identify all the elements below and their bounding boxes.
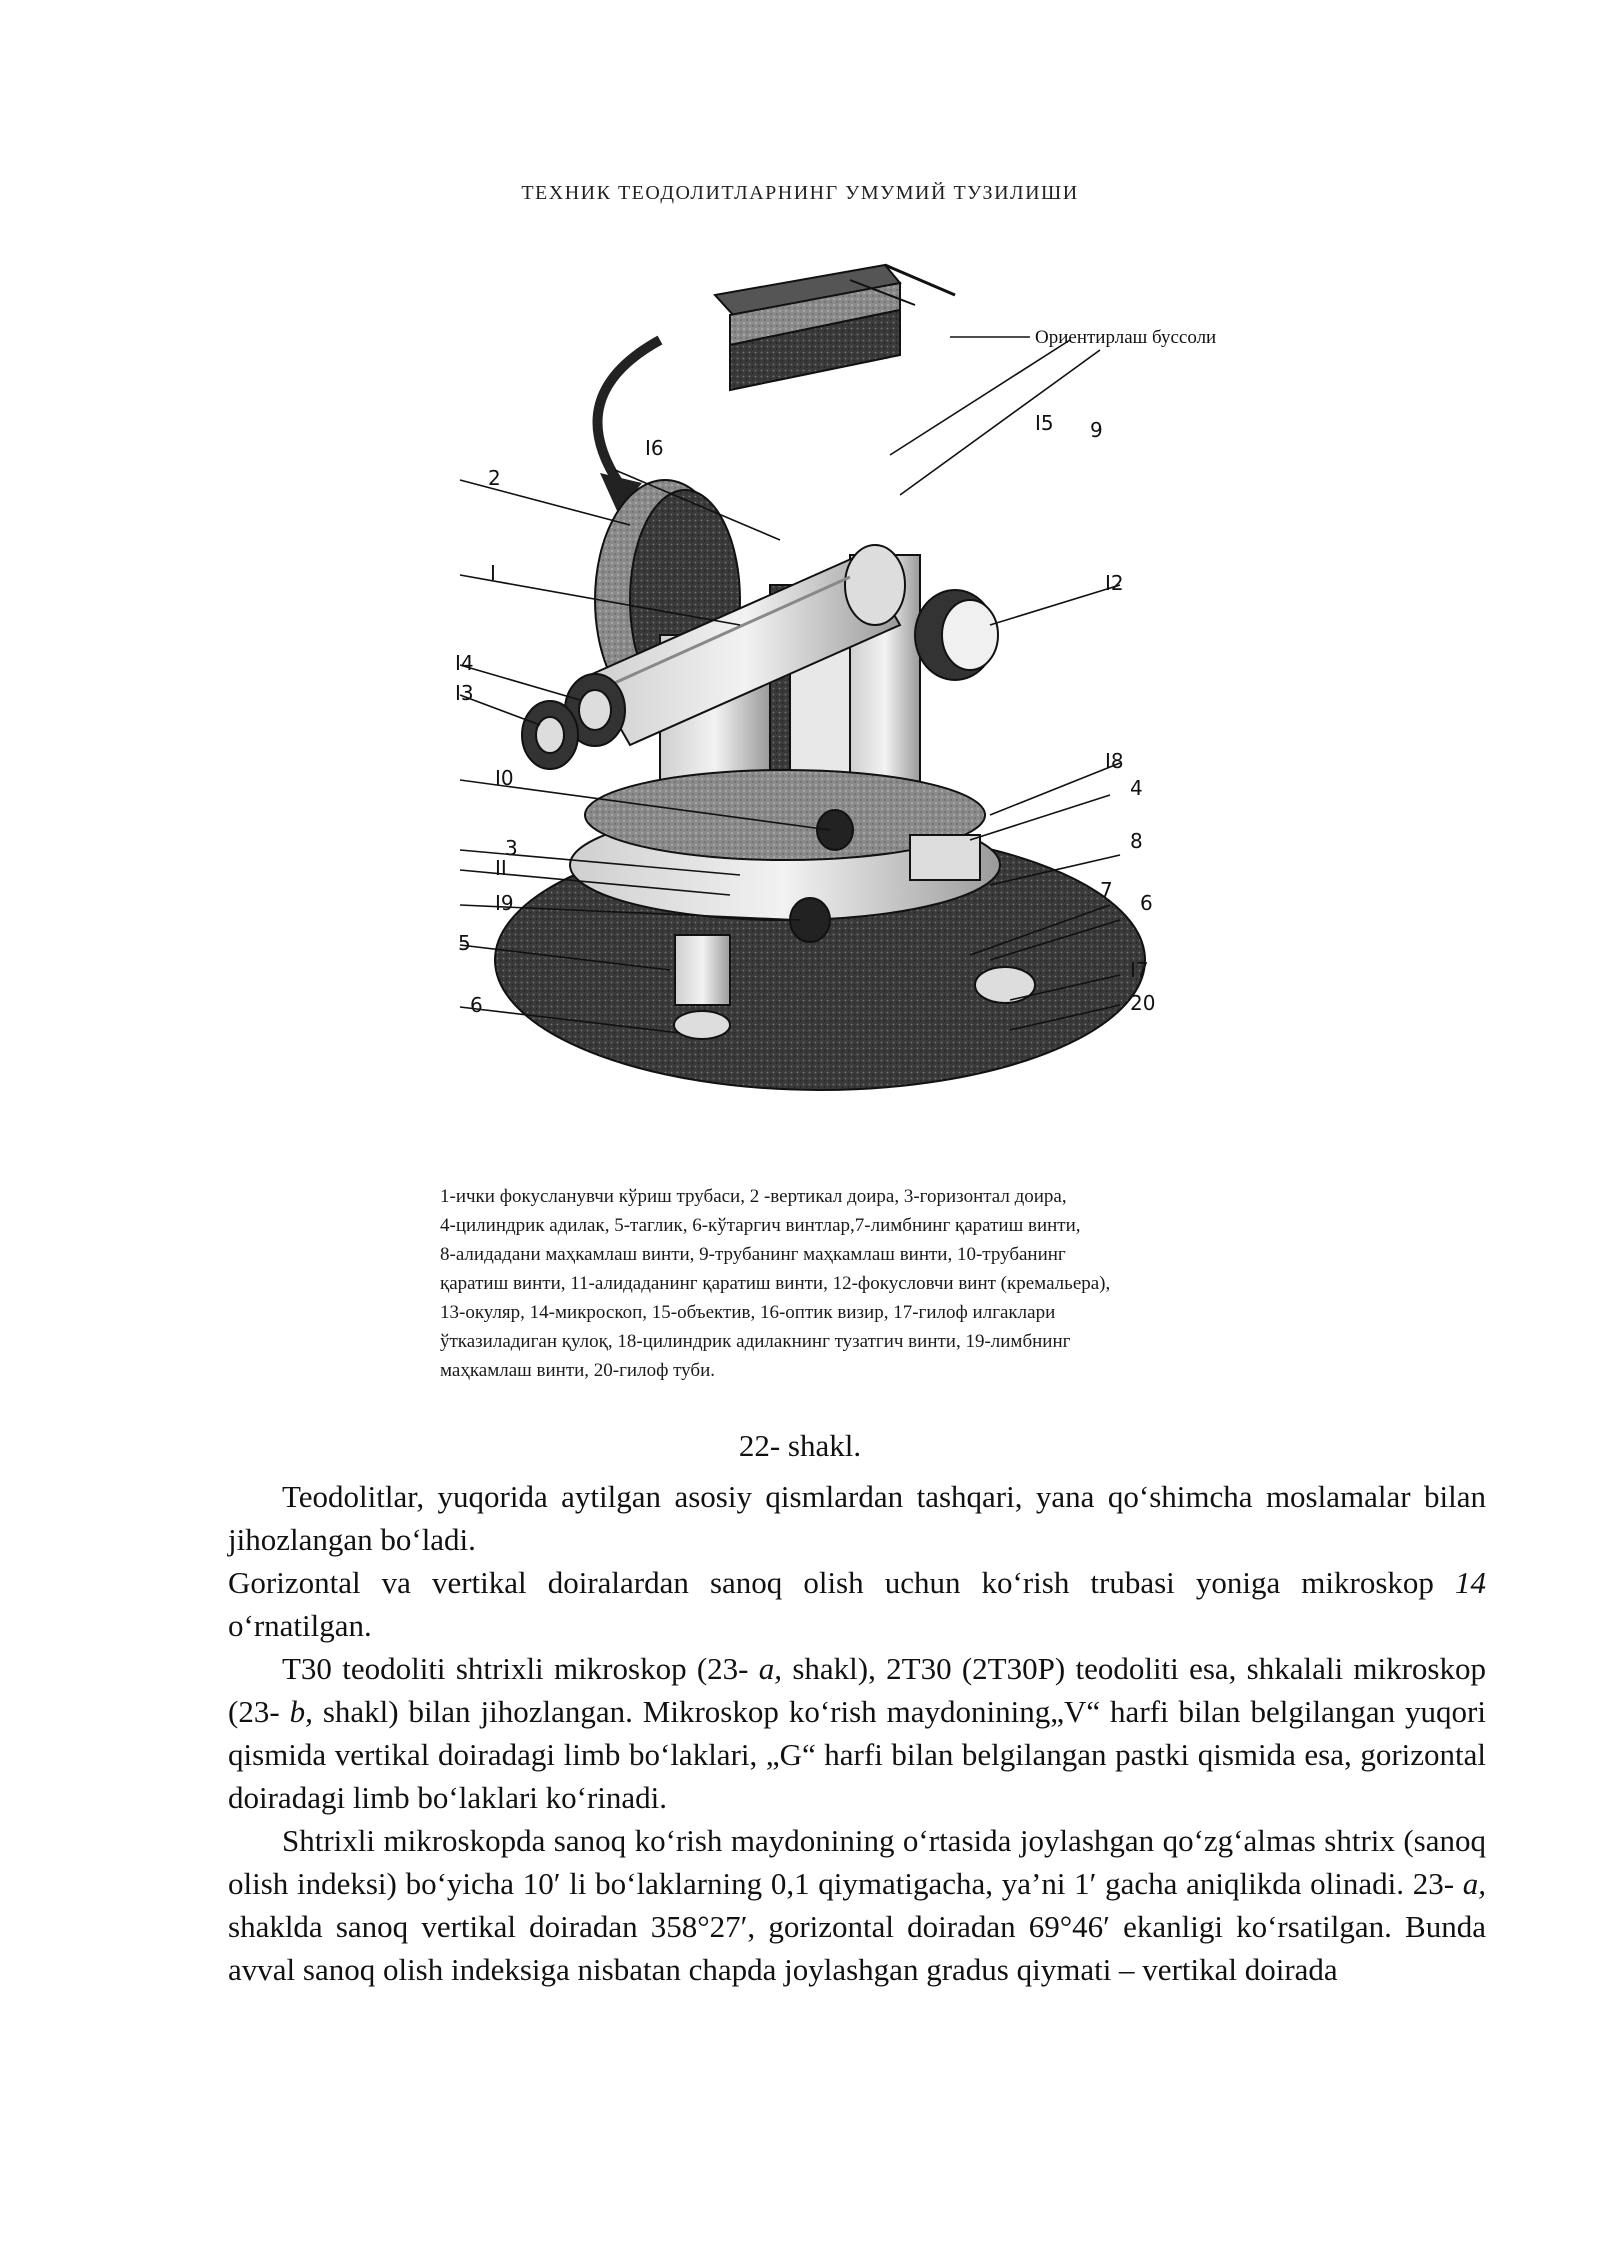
horizontal-circle	[570, 770, 1000, 920]
paragraph-2-text-b: o‘rnatilgan.	[228, 1608, 372, 1643]
callout-13: I3	[455, 681, 474, 705]
callout-5: 5	[458, 931, 471, 955]
callout-20: 20	[1130, 991, 1156, 1015]
paragraph-2	[228, 1561, 1486, 1647]
caption-line: ўтказиладиган қулоқ, 18-цилиндрик адилакнинг тузатгич винти, 19-лимбнинг	[440, 1331, 1071, 1352]
callout-14: I4	[455, 651, 474, 675]
callout-7: 7	[1100, 878, 1113, 902]
paragraph-2-number: 14	[1455, 1565, 1486, 1600]
callout-2: 2	[488, 466, 501, 490]
figure-caption	[440, 1182, 1290, 1385]
callout-6-right: 6	[1140, 891, 1153, 915]
callout-8: 8	[1130, 829, 1143, 853]
callout-19: I9	[495, 891, 514, 915]
paragraph-3-italic-b: b,	[289, 1694, 313, 1729]
callout-18: I8	[1105, 749, 1124, 773]
callout-12: I2	[1105, 571, 1124, 595]
callout-15: I5	[1035, 411, 1054, 435]
caption-line: 4-цилиндрик адилак, 5-таглик, 6-кўтаргич винтлар,7-лимбнинг қаратиш винти,	[440, 1215, 1081, 1236]
paragraph-4	[228, 1819, 1486, 1991]
body-text	[228, 1475, 1486, 1991]
paragraph-3	[228, 1647, 1486, 1819]
callout-17: I7	[1130, 958, 1149, 982]
paragraph-3-text-a: T30 teodoliti shtrixli mikroskop (23-	[282, 1651, 759, 1686]
paragraph-4-italic: a,	[1462, 1866, 1486, 1901]
compass-label: Ориентирлаш буссоли	[1035, 327, 1217, 348]
callout-6-left: 6	[470, 993, 483, 1017]
paragraph-3-text-c: shakl) bilan jihozlangan. Mikroskop ko‘rish maydonining„V“ harfi bilan belgilangan yuqori qismida vertikal doiradagi limb bo‘laklari, „G“ harfi bilan belgilangan pastki qismida esa, gorizontal doiradagi limb bo‘laklari ko‘rinadi.	[228, 1694, 1486, 1815]
callout-4: 4	[1130, 776, 1143, 800]
callout-9: 9	[1090, 418, 1103, 442]
paragraph-1: Teodolitlar, yuqorida aytilgan asosiy qismlardan tashqari, yana qo‘shimcha moslamalar bilan jihozlangan bo‘ladi.	[228, 1479, 1486, 1557]
callout-10: I0	[495, 766, 514, 790]
paragraph-3-text-b: shakl), 2T30 (2T30P) teodoliti esa, shkalali mikroskop (23-	[228, 1651, 1487, 1729]
callout-16: I6	[645, 436, 664, 460]
focusing-knob	[915, 590, 998, 680]
compass-sketch	[715, 265, 955, 390]
paragraph-3-italic-a: a,	[758, 1651, 783, 1686]
callout-11: II	[495, 856, 507, 880]
caption-line: 13-окуляр, 14-микроскоп, 15-объектив, 16-оптик визир, 17-гилоф илгаклари	[440, 1302, 1056, 1323]
figure-title: ТЕХНИК ТЕОДОЛИТЛАРНИНГ УМУМИЙ ТУЗИЛИШИ	[521, 182, 1079, 204]
caption-line: 8-алидадани маҳкамлаш винти, 9-трубанинг маҳкамлаш винти, 10-трубанинг	[440, 1244, 1066, 1265]
callout-1: I	[490, 561, 496, 585]
caption-line: 1-ички фокусланувчи кўриш трубаси, 2 -вертикал доира, 3-горизонтал доира,	[440, 1186, 1067, 1207]
callout-3: 3	[505, 836, 518, 860]
figure-number: 22- shakl.	[738, 1428, 862, 1463]
caption-line: маҳкамлаш винти, 20-гилоф туби.	[440, 1360, 716, 1381]
paragraph-2-text-a: Gorizontal va vertikal doiralardan sanoq olish uchun ko‘rish trubasi yoniga mikroskop	[228, 1565, 1455, 1600]
paragraph-4-text-a: Shtrixli mikroskopda sanoq ko‘rish maydonining o‘rtasida joylashgan qo‘zg‘almas shtrix (sanoq olish indeksi) bo‘yicha 10′ li bo‘laklarning 0,1 qiymatigacha, ya’ni 1′ gacha aniqlikda olinadi. 23-	[228, 1823, 1486, 1901]
paragraph-4-text-b: shaklda sanoq vertikal doiradan 358°27′, gorizontal doiradan 69°46′ ekanligi ko‘rsatilgan. Bunda avval sanoq olish indeksiga nisbatan chapda joylashgan gradus qiymati – vertikal doirada	[228, 1909, 1486, 1987]
caption-line: қаратиш винти, 11-алидаданинг қаратиш винти, 12-фокусловчи винт (кремальера),	[440, 1273, 1111, 1294]
theodolite-illustration	[430, 255, 1230, 1155]
